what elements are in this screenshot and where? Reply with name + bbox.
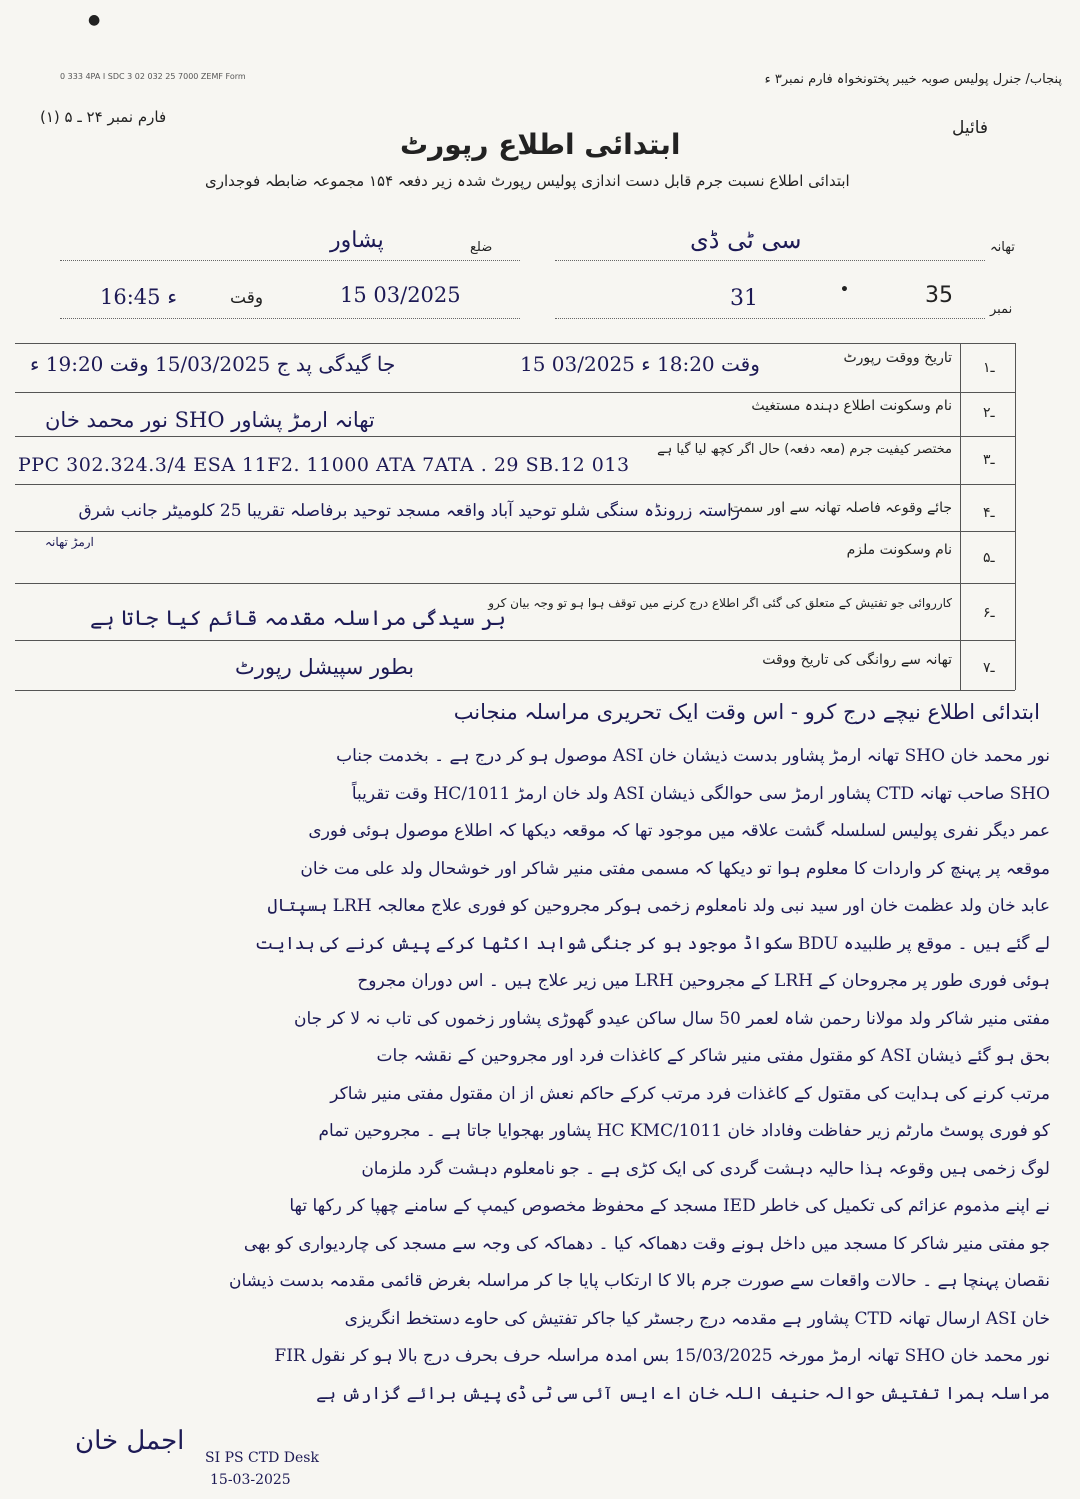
station-label: تھانہ	[990, 240, 1015, 255]
narrative-line: موقعہ پر پہنچ کر واردات کا معلوم ہوا تو دیکھا کہ مسمی مفتی منیر شاکر اور خوشحال ولد علی مت خان	[300, 858, 1050, 879]
number-column-divider	[960, 343, 961, 690]
row-value: نور محمد خان SHO تھانہ ارمڑ پشاور	[45, 408, 375, 432]
station-dotted-line	[555, 260, 985, 261]
number-dotted-line	[555, 318, 985, 319]
narrative-line: جو مفتی منیر شاکر کا مسجد میں داخل ہونے وقت دھماکہ کیا ۔ دھماکہ کی وجہ سے مسجد کی چاردیواری کو بھی	[243, 1233, 1050, 1254]
district-dotted-line	[60, 260, 520, 261]
dot-mark: ●	[88, 12, 101, 28]
narrative-line: مراسلہ ہمرا تفتیش حوالہ حنیف اللہ خان اے ایس آئی سی ٹی ڈی پیش برائے گزارش ہے	[316, 1383, 1050, 1404]
row-label: تاریخ ووقت رپورٹ	[843, 350, 952, 366]
number-label: نمبر	[990, 302, 1013, 317]
narrative-line: لے گئے ہیں ۔ موقع پر طلبیدہ BDU سکواڈ موجود ہو کر جنگی شواہد اکٹھا کرکے پیش کرنے کی ہدایت	[254, 933, 1050, 954]
row-divider	[15, 640, 1015, 641]
time-label: وقت	[230, 288, 264, 308]
narrative-line: نور محمد خان SHO تھانہ ارمڑ پشاور بدست ذیشان خان ASI موصول ہو کر درج ہے ۔ بخدمت جناب	[336, 746, 1050, 766]
row-label: تھانہ سے روانگی کی تاریخ ووقت	[762, 652, 952, 668]
bullet-mark: •	[840, 282, 849, 298]
row-number: ۲ـ	[983, 405, 995, 421]
row-divider	[15, 436, 1015, 437]
narrative-heading: ابتدائی اطلاع نیچے درج کرو - اس وقت ایک تحریری مراسلہ منجانب	[453, 700, 1040, 724]
narrative-line: عمر دیگر نفری پولیس لسلسلہ گشت علاقہ میں موجود تھا کہ موقعہ دیکھا کہ اطلاع موصول ہوئی فوری	[308, 821, 1050, 841]
row-number: ۶ـ	[983, 605, 995, 621]
row-subvalue: ارمڑ تھانہ	[45, 535, 94, 549]
page-number: 35	[925, 283, 953, 308]
narrative-line: نقصان پہنچا ہے ۔ حالات واقعات سے صورت جرم بالا کا ارتکاب پایا جا کر مراسلہ بغرض قائمی مقدمہ بدست ذیشان	[228, 1271, 1050, 1291]
row-value: بر سیدگی مراسلہ مقدمہ قائم کیا جاتا ہے	[90, 606, 506, 630]
date-value: 15 03/2025	[340, 283, 461, 307]
row-label: کارروائی جو تفتیش کے متعلق کی گئی اگر اطلاع درج کرنے میں توقف ہوا ہو تو وجہ بیان کرو	[488, 596, 952, 610]
narrative-line: ہوئی فوری طور پر مجروحان کے LRH کے مجروحین LRH میں زیر علاج ہیں ۔ اس دوران مجروح	[357, 971, 1050, 991]
row-divider	[15, 531, 1015, 532]
narrative-line: SHO صاحب تھانہ CTD پشاور ارمڑ سی حوالگی ذیشان ASI ولد خان ارمڑ 1011/HC وقت تقریباً	[351, 783, 1050, 804]
row-number: ۷ـ	[983, 660, 995, 676]
narrative-line: عابد خان ولد عظمت خان اور سید نبی ولد نامعلوم زخمی ہوکر مجروحین کو فوری علاج معالجہ LRH ہسپتال	[267, 896, 1050, 916]
scan-stamp: 0 333 4PA I SDC 3 02 032 25 7000 ZEMF Form	[60, 72, 246, 81]
table-right-border	[1015, 343, 1016, 690]
signature: اجمل خان	[75, 1426, 185, 1456]
row-label: جائے وقوعہ فاصلہ تھانہ سے اور سمت	[729, 500, 952, 516]
narrative-line: مفتی منیر شاکر ولد مولانا رحمن شاہ لعمر 50 سال ساکن عیدو گھوڑی پشاور زخموں کی تاب نہ لا کر جان	[293, 1008, 1050, 1029]
row-value-recorded-time: جا گیدگی پد ج 15/03/2025 وقت 19:20 ء	[30, 352, 396, 376]
file-label: فائیل	[951, 118, 988, 138]
number-value: 31	[730, 286, 758, 311]
narrative-line: کو فوری پوسٹ مارٹم زیر حفاظت وفاداد خان 1011/HC KMC پشاور بھجوایا جاتا ہے ۔ مجروحین تمام	[318, 1121, 1050, 1141]
row-number: ۵ـ	[983, 550, 995, 566]
table-top-border	[15, 343, 1015, 344]
row-number: ۴ـ	[983, 505, 995, 521]
narrative-line: نے اپنے مذموم عزائم کی تکمیل کی خاطر IED مسجد کے محفوظ مخصوص کیمپ کے سامنے چھپا کر رکھا تھا	[289, 1196, 1050, 1216]
row-number: ۳ـ	[983, 452, 995, 468]
page-title: ابتدائی اطلاع رپورٹ	[400, 128, 681, 161]
narrative-line: لوگ زخمی ہیں وقوعہ ہذا حالیہ دہشت گردی کی ایک کڑی ہے ۔ جو نامعلوم دہشت گرد ملزمان	[361, 1158, 1050, 1179]
date-dotted-line	[60, 318, 520, 319]
table-bottom-border	[15, 690, 1015, 691]
form-number: فارم نمبر ۲۴ ـ ۵ (۱)	[40, 108, 167, 126]
row-divider	[15, 583, 1015, 584]
signature-role: SI PS CTD Desk	[205, 1450, 319, 1466]
station-value: سی ٹی ڈی	[690, 226, 802, 254]
row-value: PPC 302.324.3/4 ESA 11F2. 11000 ATA 7ATA . 29 SB.12 013	[18, 454, 630, 476]
top-right-note: پنجاب/ جنرل پولیس صوبہ خیبر پختونخواہ فارم نمبر۳ ء	[764, 72, 1062, 87]
row-label: نام وسکونت اطلاع دہندہ مستغیث	[751, 398, 952, 414]
district-value: پشاور	[330, 228, 384, 253]
row-label: مختصر کیفیت جرم (معہ دفعہ) حال اگر کچھ لیا گیا ہے	[657, 442, 952, 457]
subtitle: ابتدائی اطلاع نسبت جرم قابل دست اندازی پولیس رپورٹ شدہ زیر دفعہ ۱۵۴ مجموعہ ضابطہ فوجداری	[205, 172, 850, 190]
row-value: راستہ زرونڈہ سنگی شلو توحید آباد واقعہ مسجد توحید برفاصلہ تقریبا 25 کلومیٹر جانب شرق	[78, 501, 740, 521]
row-value: بطور سپیشل رپورٹ	[235, 655, 415, 679]
row-number: ۱ـ	[983, 360, 995, 376]
time-value: 16:45 ء	[100, 285, 178, 309]
row-divider	[15, 392, 1015, 393]
narrative-line: خان ASI ارسال تھانہ CTD پشاور ہے مقدمہ درج رجسٹر کیا جاکر تفتیش کی حاوے دستخط انگریزی	[344, 1308, 1050, 1329]
row-value-report-time: 15 03/2025 وقت 18:20 ء	[520, 352, 760, 376]
row-divider	[15, 484, 1015, 485]
narrative-line: مرتب کرنے کی ہدایت کی مقتول کے کاغذات فرد مرتب کرکے حاکم نعش از ان مقتول مفتی منیر شاکر	[330, 1083, 1050, 1104]
row-label: نام وسکونت ملزم	[846, 542, 952, 558]
district-label: ضلع	[470, 240, 493, 255]
narrative-line: بحق ہو گئے ذیشان ASI کو مقتول مفتی منیر شاکر کے کاغذات فرد اور مجروحین کے نقشہ جات	[376, 1046, 1050, 1066]
signature-date: 15-03-2025	[210, 1472, 291, 1488]
narrative-line: نور محمد خان SHO تھانہ ارمڑ مورخہ 15/03/2025 بس امدہ مراسلہ حرف بحرف درج بالا ہو کر نقول FIR	[274, 1346, 1050, 1366]
